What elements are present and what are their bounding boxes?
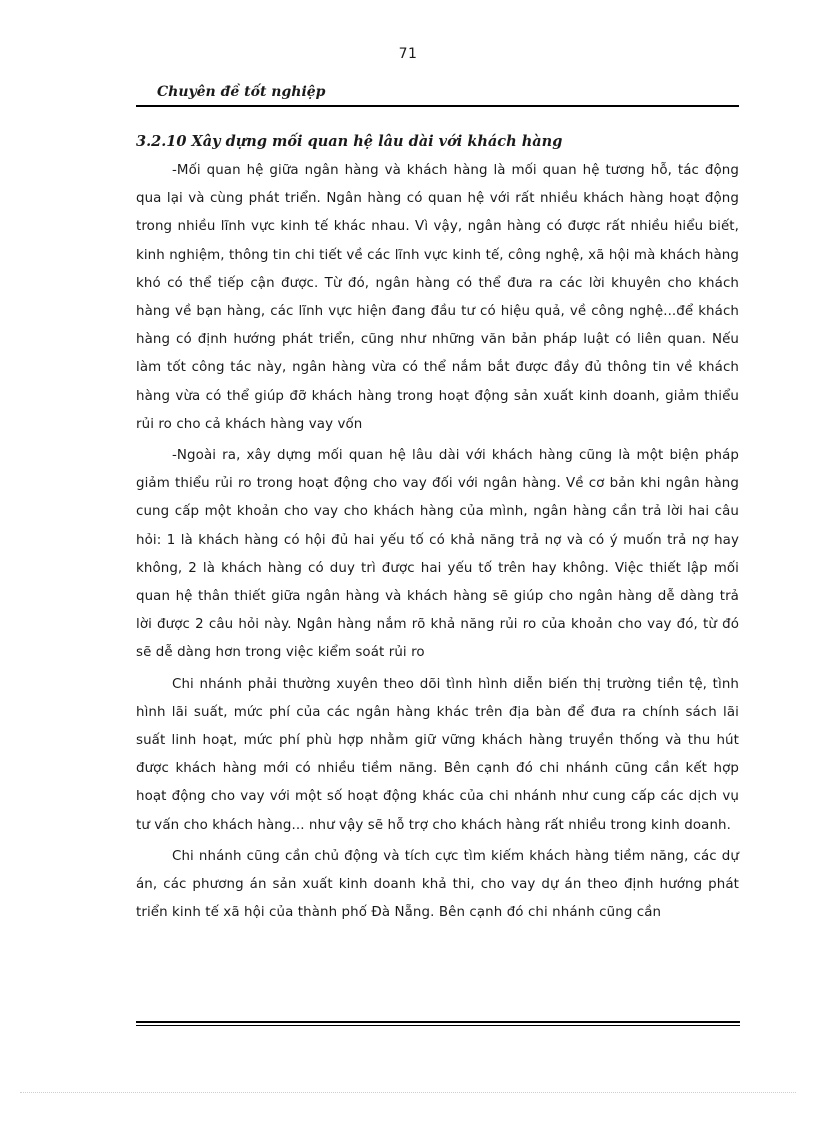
page-bottom-edge bbox=[20, 1092, 796, 1093]
paragraph-1: -Mối quan hệ giữa ngân hàng và khách hàng là mối quan hệ tương hỗ, tác động qua lại và cùng phát triển. Ngân hàng có quan hệ với rất nhiều khách hàng hoạt động trong nhiều lĩnh vực kinh tế khác nhau. Vì vậy, ngân hàng có được rất nhiều hiểu biết, kinh nghiệm, thông tin chi tiết về các lĩnh vực kinh tế, công nghệ, xã hội mà khách hàng khó có thể tiếp cận được. Từ đó, ngân hàng có thể đưa ra các lời khuyên cho khách hàng về bạn hàng, các lĩnh vực hiện đang đầu tư có hiệu quả, về công nghệ...để khách hàng có định hướng phát triển, cũng như những văn bản pháp luật có liên quan. Nếu làm tốt công tác này, ngân hàng vừa có thể nắm bắt được đầy đủ thông tin về khách hàng vừa có thể giúp đỡ khách hàng trong hoạt động sản xuất kinh doanh, giảm thiểu rủi ro cho cả khách hàng vay vốn bbox=[136, 163, 739, 432]
main-content bbox=[136, 127, 739, 930]
paragraph-2: -Ngoài ra, xây dựng mối quan hệ lâu dài với khách hàng cũng là một biện pháp giảm thiểu rủi ro trong hoạt động cho vay đối với ngân hàng. Về cơ bản khi ngân hàng cung cấp một khoản cho vay cho khách hàng của mình, ngân hàng cần trả lời hai câu hỏi: 1 là khách hàng có hội đủ hai yếu tố có khả năng trả nợ và có ý muốn trả nợ hay không, 2 là khách hàng có duy trì được hai yếu tố trên hay không. Việc thiết lập mối quan hệ thân thiết giữa ngân hàng và khách hàng sẽ giúp cho ngân hàng dễ dàng trả lời được 2 câu hỏi này. Ngân hàng nắm rõ khả năng rủi ro của khoản cho vay đó, từ đó sẽ dễ dàng hơn trong việc kiểm soát rủi ro bbox=[136, 448, 739, 661]
paragraph-4: Chi nhánh cũng cần chủ động và tích cực tìm kiếm khách hàng tiềm năng, các dự án, các phương án sản xuất kinh doanh khả thi, cho vay dự án theo định hướng phát triển kinh tế xã hội của thành phố Đà Nẵng. Bên cạnh đó chi nhánh cũng cần bbox=[136, 848, 739, 921]
header-rule bbox=[136, 105, 739, 107]
footer-rule-thin bbox=[136, 1025, 740, 1026]
page-number: 71 bbox=[398, 46, 418, 62]
paragraph-3: Chi nhánh phải thường xuyên theo dõi tình hình diễn biến thị trường tiền tệ, tình hình lãi suất, mức phí của các ngân hàng khác trên địa bàn để đưa ra chính sách lãi suất linh hoạt, mức phí phù hợp nhằm giữ vững khách hàng truyền thống và thu hút được khách hàng mới có nhiều tiềm năng. Bên cạnh đó chi nhánh cũng cần kết hợp hoạt động cho vay với một số hoạt động khác của chi nhánh như cung cấp các dịch vụ tư vấn cho khách hàng... như vậy sẽ hỗ trợ cho khách hàng rất nhiều trong kinh doanh. bbox=[136, 676, 739, 833]
running-header-title: Chuyên đề tốt nghiệp bbox=[157, 84, 326, 100]
section-heading: 3.2.10 Xây dựng mối quan hệ lâu dài với khách hàng bbox=[136, 133, 563, 150]
footer-rule-thick bbox=[136, 1021, 740, 1023]
